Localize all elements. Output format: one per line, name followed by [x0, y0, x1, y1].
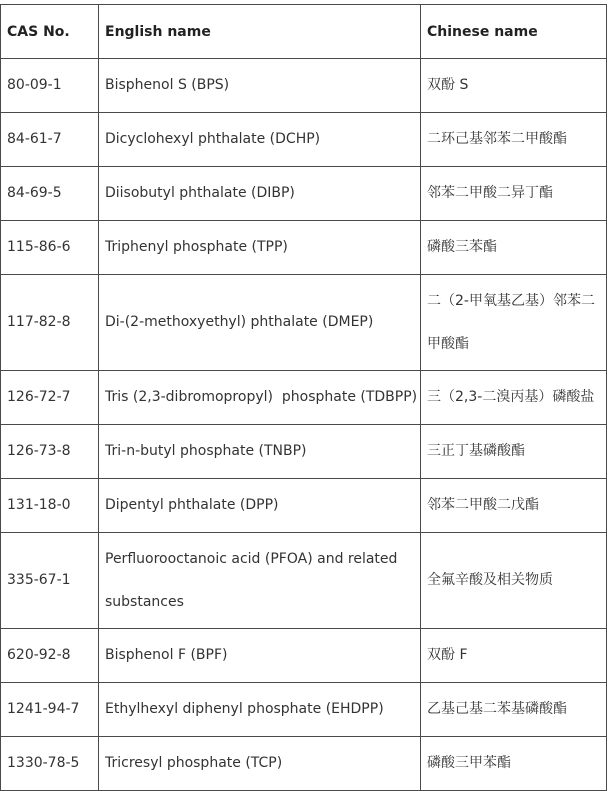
- table-row: [1, 113, 607, 167]
- table-row: [1, 479, 607, 533]
- cas-cell: 84-61-7: [1, 113, 99, 167]
- cas-table: [0, 4, 607, 791]
- chinese-name-cell: 三（2,3-二溴丙基）磷酸盐: [421, 371, 607, 425]
- cas-cell: 1330-78-5: [1, 737, 99, 791]
- english-name-cell: Tri-n-butyl phosphate (TNBP): [99, 425, 421, 479]
- table-row: [1, 275, 607, 371]
- chinese-name-cell: 磷酸三苯酯: [421, 221, 607, 275]
- table-row: [1, 737, 607, 791]
- chinese-name-cell: 三正丁基磷酸酯: [421, 425, 607, 479]
- cas-cell: 1241-94-7: [1, 683, 99, 737]
- chinese-name-cell: 磷酸三甲苯酯: [421, 737, 607, 791]
- cas-cell: 335-67-1: [1, 533, 99, 629]
- cas-cell: 131-18-0: [1, 479, 99, 533]
- english-name-cell: Dicyclohexyl phthalate (DCHP): [99, 113, 421, 167]
- chinese-name-cell: 全氟辛酸及相关物质: [421, 533, 607, 629]
- english-name-cell: Ethylhexyl diphenyl phosphate (EHDPP): [99, 683, 421, 737]
- cas-cell: 115-86-6: [1, 221, 99, 275]
- chinese-name-cell: 乙基己基二苯基磷酸酯: [421, 683, 607, 737]
- header-english-name: English name: [99, 5, 421, 59]
- table-row: [1, 629, 607, 683]
- chinese-name-cell: 邻苯二甲酸二戊酯: [421, 479, 607, 533]
- english-name-cell: Dipentyl phthalate (DPP): [99, 479, 421, 533]
- cas-cell: 80-09-1: [1, 59, 99, 113]
- chinese-name-cell: 二环己基邻苯二甲酸酯: [421, 113, 607, 167]
- table-row: [1, 683, 607, 737]
- table-row: [1, 371, 607, 425]
- english-name-cell: Tricresyl phosphate (TCP): [99, 737, 421, 791]
- cas-cell: 620-92-8: [1, 629, 99, 683]
- chinese-name-cell: 双酚 F: [421, 629, 607, 683]
- header-chinese-name: Chinese name: [421, 5, 607, 59]
- cas-cell: 84-69-5: [1, 167, 99, 221]
- chinese-name-cell: 双酚 S: [421, 59, 607, 113]
- table-row: [1, 221, 607, 275]
- cas-cell: 126-73-8: [1, 425, 99, 479]
- english-name-cell: Bisphenol S (BPS): [99, 59, 421, 113]
- table-row: [1, 533, 607, 629]
- english-name-cell: Bisphenol F (BPF): [99, 629, 421, 683]
- english-name-cell: Diisobutyl phthalate (DIBP): [99, 167, 421, 221]
- table-row: [1, 425, 607, 479]
- header-row: [1, 5, 607, 59]
- chinese-name-cell: 邻苯二甲酸二异丁酯: [421, 167, 607, 221]
- table-row: [1, 167, 607, 221]
- cas-cell: 117-82-8: [1, 275, 99, 371]
- table-row: [1, 59, 607, 113]
- english-name-cell: Perfluorooctanoic acid (PFOA) and related substances: [99, 533, 421, 629]
- chinese-name-cell: 二（2-甲氧基乙基）邻苯二甲酸酯: [421, 275, 607, 371]
- english-name-cell: Triphenyl phosphate (TPP): [99, 221, 421, 275]
- cas-cell: 126-72-7: [1, 371, 99, 425]
- english-name-cell: Tris (2,3-dibromopropyl) phosphate (TDBPP): [99, 371, 421, 425]
- header-cas: CAS No.: [1, 5, 99, 59]
- english-name-cell: Di-(2-methoxyethyl) phthalate (DMEP): [99, 275, 421, 371]
